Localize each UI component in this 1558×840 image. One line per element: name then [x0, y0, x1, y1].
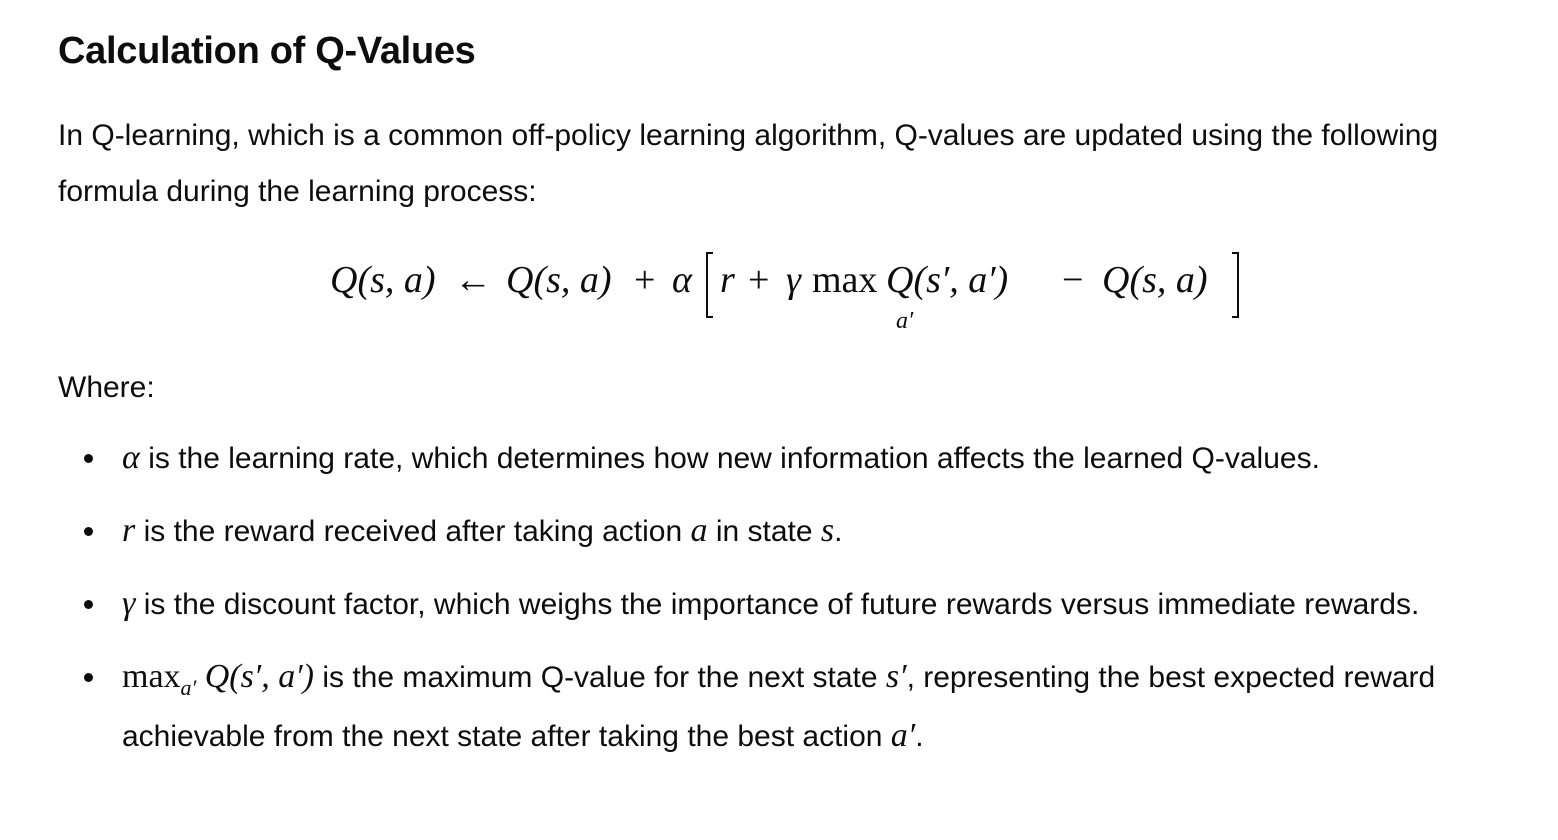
formula-left-bracket: [706, 252, 713, 318]
formula-plus: +: [634, 259, 656, 301]
reward-description-middle: in state: [707, 515, 821, 548]
q-update-formula: [330, 230, 1230, 334]
formula-max: max: [812, 259, 878, 301]
reward-description-end: .: [834, 515, 843, 548]
bullet-icon: [84, 673, 93, 682]
formula-q-current: Q(s, a): [1102, 259, 1208, 301]
formula-arrow: ←: [454, 259, 492, 301]
formula-right-bracket: [1232, 252, 1239, 318]
definition-list: [58, 430, 1498, 781]
best-action-symbol: a′: [890, 717, 916, 754]
alpha-description: is the learning rate, which determines how new information affects the learned Q-values.: [139, 442, 1320, 475]
max-description-middle: , representing the best expected reward achievable from the next state after taking the best action: [122, 661, 1436, 753]
max-description-end: .: [915, 720, 924, 753]
formula-gamma: γ: [786, 259, 801, 301]
intro-paragraph: In Q-learning, which is a common off-policy learning algorithm, Q-values are updated using the following formula during the learning process:: [58, 119, 1439, 208]
state-symbol: s: [820, 512, 835, 549]
bullet-icon: [84, 527, 93, 536]
formula-q-next: Q(s′, a′): [886, 259, 1009, 301]
where-label: Where:: [58, 371, 155, 404]
action-symbol: a: [690, 512, 708, 549]
max-description-start: is the maximum Q-value for the next state: [314, 661, 886, 694]
formula-minus: −: [1062, 259, 1084, 301]
formula-lhs: Q(s, a): [330, 259, 436, 301]
bullet-icon: [84, 600, 93, 609]
list-item: [58, 503, 1498, 560]
gamma-symbol: γ: [122, 585, 136, 622]
list-item: [58, 430, 1498, 487]
formula-term1: Q(s, a): [506, 259, 612, 301]
reward-symbol: r: [122, 512, 136, 549]
next-state-symbol: s′: [885, 658, 907, 695]
formula-max-subscript: a′: [896, 308, 914, 334]
formula-reward: r: [720, 259, 735, 301]
bullet-icon: [84, 454, 93, 463]
formula-plus-2: +: [748, 259, 770, 301]
gamma-description: is the discount factor, which weighs the importance of future rewards versus immediate rewards.: [135, 588, 1420, 621]
list-item: [58, 649, 1498, 765]
max-subscript: a′: [180, 675, 197, 700]
page-title: Calculation of Q-Values: [58, 30, 476, 72]
alpha-symbol: α: [122, 439, 140, 476]
reward-description-start: is the reward received after taking action: [135, 515, 691, 548]
q-next-expression: Q(s′, a′): [204, 658, 315, 695]
list-item: [58, 576, 1498, 633]
max-operator: max: [122, 658, 181, 695]
formula-alpha: α: [672, 259, 692, 301]
